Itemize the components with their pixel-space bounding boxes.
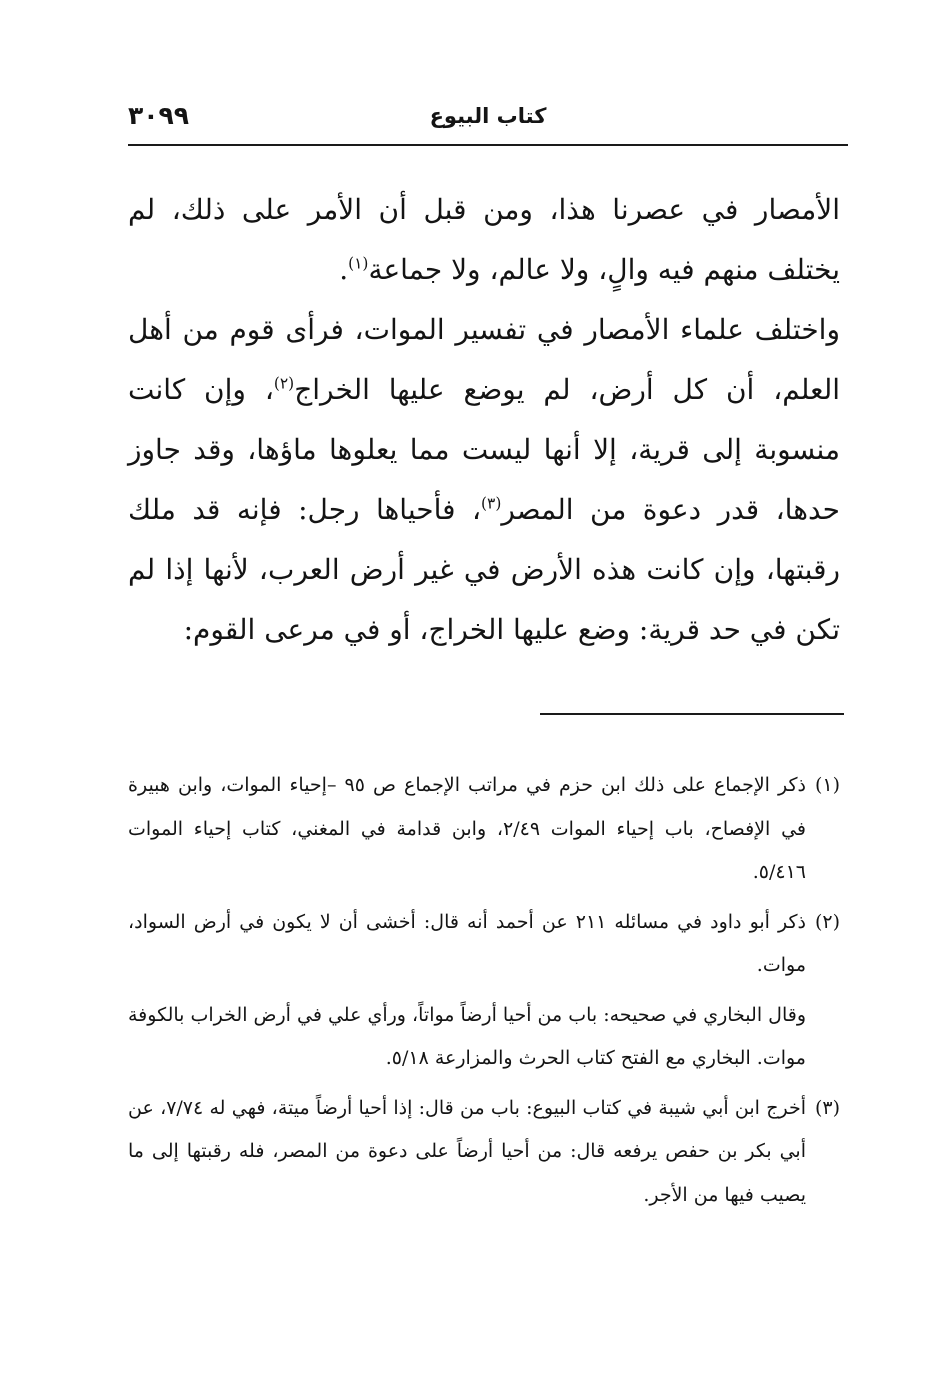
paragraph-text: . — [339, 253, 349, 286]
footnote-continuation: وقال البخاري في صحيحه: باب من أحيا أرضاً مواتاً، ورأي علي في أرض الخراب بالكوفة موات. البخاري مع الفتح كتاب الحرث والمزارعة ٥/١٨. — [128, 1003, 806, 1069]
footnote-number: (٢) — [814, 910, 840, 933]
paragraph-text: واختلف علماء الأمصار في تفسير الموات، فرأى قوم من أهل العلم، أن كل أرض، لم يوضع عليها الخراج — [128, 313, 841, 406]
footnotes — [128, 764, 840, 1223]
footnote-separator — [540, 713, 844, 715]
paragraph-text: ، وإن كانت منسوبة إلى قرية، إلا أنها ليست مما يعلوها ماؤها، وقد جاوز حدها، قدر دعوة من المصر — [128, 373, 840, 526]
footnote-ref-1: (١) — [348, 254, 369, 273]
footnote-text: أخرج ابن أبي شيبة في كتاب البيوع: باب من قال: إذا أحيا أرضاً ميتة، فهي له ٧/٧٤، عن أبي بكر بن حفص يرفعه قال: من أحيا أرضاً على دعوة من المصر، فله رقبتها إلى ما يصيب فيها من الأجر. — [128, 1096, 806, 1206]
footnote-ref-2: (٢) — [273, 374, 295, 393]
footnote — [128, 1087, 840, 1218]
running-title: كتاب البيوع — [429, 104, 547, 128]
page-header — [128, 98, 848, 144]
footnote-text: ذكر أبو داود في مسائله ٢١١ عن أحمد أنه قال: أخشى أن لا يكون في أرض السواد، موات. — [128, 910, 806, 976]
header-divider — [128, 144, 848, 146]
footnote-number: (١) — [814, 774, 840, 796]
paragraph-text: ، فأحياها رجل: فإنه قد ملك رقبتها، وإن كانت هذه الأرض في غير أرض العرب، لأنها إذا لم تكن في حد قرية: وضع عليها الخراج، أو في مرعى القوم: — [128, 493, 840, 646]
paragraph — [128, 300, 840, 660]
footnote-number: (٣) — [814, 1096, 840, 1119]
footnote-ref-3: (٣) — [481, 494, 502, 513]
main-text — [128, 180, 840, 660]
paragraph — [128, 180, 840, 300]
footnote-text: ذكر الإجماع على ذلك ابن حزم في مراتب الإجماع ص ٩٥ –إحياء الموات، وابن هبيرة في الإفصاح، باب إحياء الموات ٢/٤٩، وابن قدامة في المغني، كتاب إحياء الموات ٥/٤١٦. — [128, 774, 806, 883]
footnote — [128, 764, 840, 895]
footnote — [128, 901, 840, 988]
page-number: ٣٠٩٩ — [128, 101, 190, 130]
paragraph-text: الأمصار في عصرنا هذا، ومن قبل أن الأمر على ذلك، لم يختلف منهم فيه والٍ، ولا عالم، ولا جماعة — [128, 193, 840, 286]
